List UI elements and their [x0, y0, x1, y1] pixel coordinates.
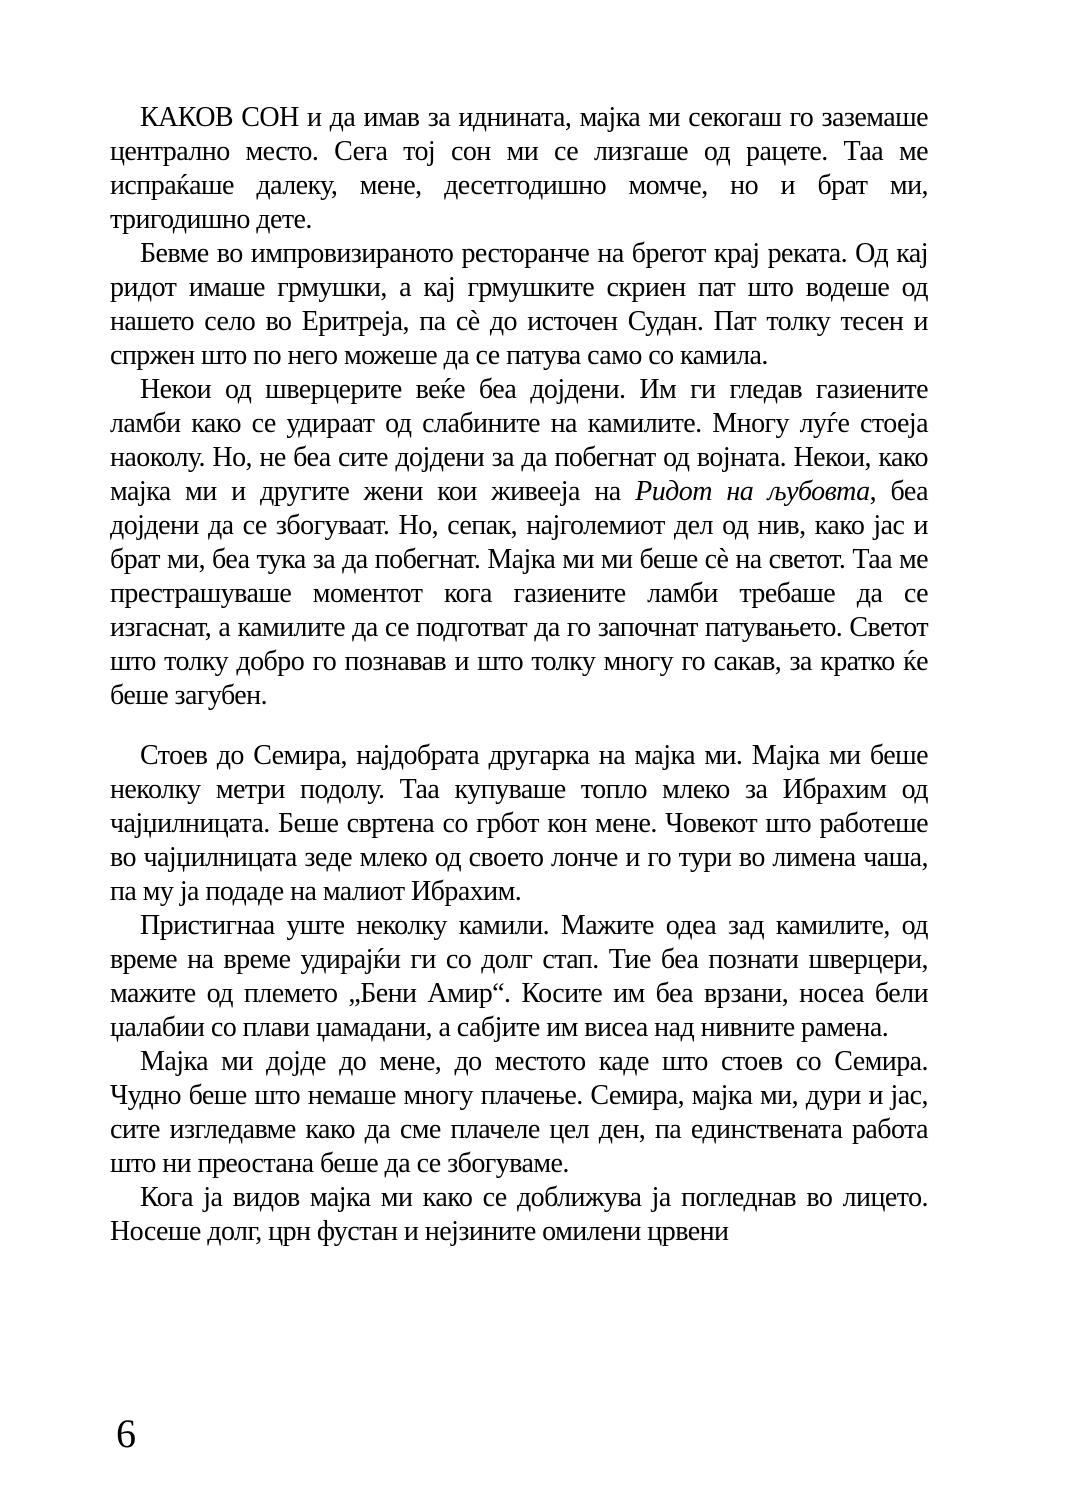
text-block	[110, 101, 928, 1249]
paragraph-1: КАКОВ СОН и да имав за иднината, мајка ми секогаш го заземаше централно место. Сега тој сон ми се лизгаше од рацете. Таа ме испраќаше далеку, мене, десетгодишно момче, но и брат ми, тригодишно дете.	[110, 102, 928, 235]
paragraph-4: Стоев до Семира, најдобрата другарка на мајка ми. Мајка ми беше неколку метри подолу. Таа купуваше топло млеко за Ибрахим од чајџилницата. Беше свртена со грбот кон мене. Човекот што работеше во чајџилницата зеде млеко од своето лонче и го тури во лимена чаша, па му ја подаде на малиот Ибрахим.	[110, 740, 928, 907]
page-number: 6	[116, 1411, 136, 1456]
paragraph-5: Пристигнаа уште неколку камили. Мажите одеа зад камилите, од време на време удирајќи ги со долг стап. Тие беа познати шверцери, мажите од племето „Бени Амир“. Косите им беа врзани, носеа бели џалабии со плави џамадани, а сабјите им висеа над нивните рамена.	[110, 910, 928, 1043]
paragraph-7: Кога ја видов мајка ми како се доближува ја погледнав во лицето. Носеше долг, црн фустан и нејзините омилени црвени	[110, 1182, 928, 1247]
paragraph-3	[110, 373, 928, 713]
paragraph-3-text-after: , беа дојдени да се збогуваат. Но, сепак, најголемиот дел од нив, како јас и брат ми, беа тука за да побегнат. Мајка ми ми беше сѐ на светот. Таа ме престрашуваше моментот кога газиените ламби требаше да се изгаснат, а камилите да се подготват да го започнат патувањето. Светот што толку добро го познавав и што толку многу го сакав, за кратко ќе беше загубен.	[110, 476, 928, 711]
paragraph-2: Бевме во импровизираното ресторанче на брегот крај реката. Од кај ридот имаше грмушки, а кај грмушките скриен пат што водеше од нашето село во Еритреја, па сѐ до источен Судан. Пат толку тесен и спржен што по него можеше да се патува само со камила.	[110, 238, 928, 371]
paragraph-6: Мајка ми дојде до мене, до местото каде што стоев со Семира. Чудно беше што немаше многу плачење. Семира, мајка ми, дури и јас, сите изгледавме како да сме плачеле цел ден, па единствената работа што ни преостана беше да се збогуваме.	[110, 1046, 928, 1179]
place-name-italic: Ридот на љубовта	[635, 476, 870, 507]
paragraph-3-text-before: Некои од шверцерите веќе беа дојдени. Им ги гледав газиените ламби како се удираат од слабините на камилите. Многу луѓе стоеја наоколу. Но, не беа сите дојдени за да побегнат од војната. Некои, како мајка ми и другите жени кои живееја на	[110, 374, 928, 507]
